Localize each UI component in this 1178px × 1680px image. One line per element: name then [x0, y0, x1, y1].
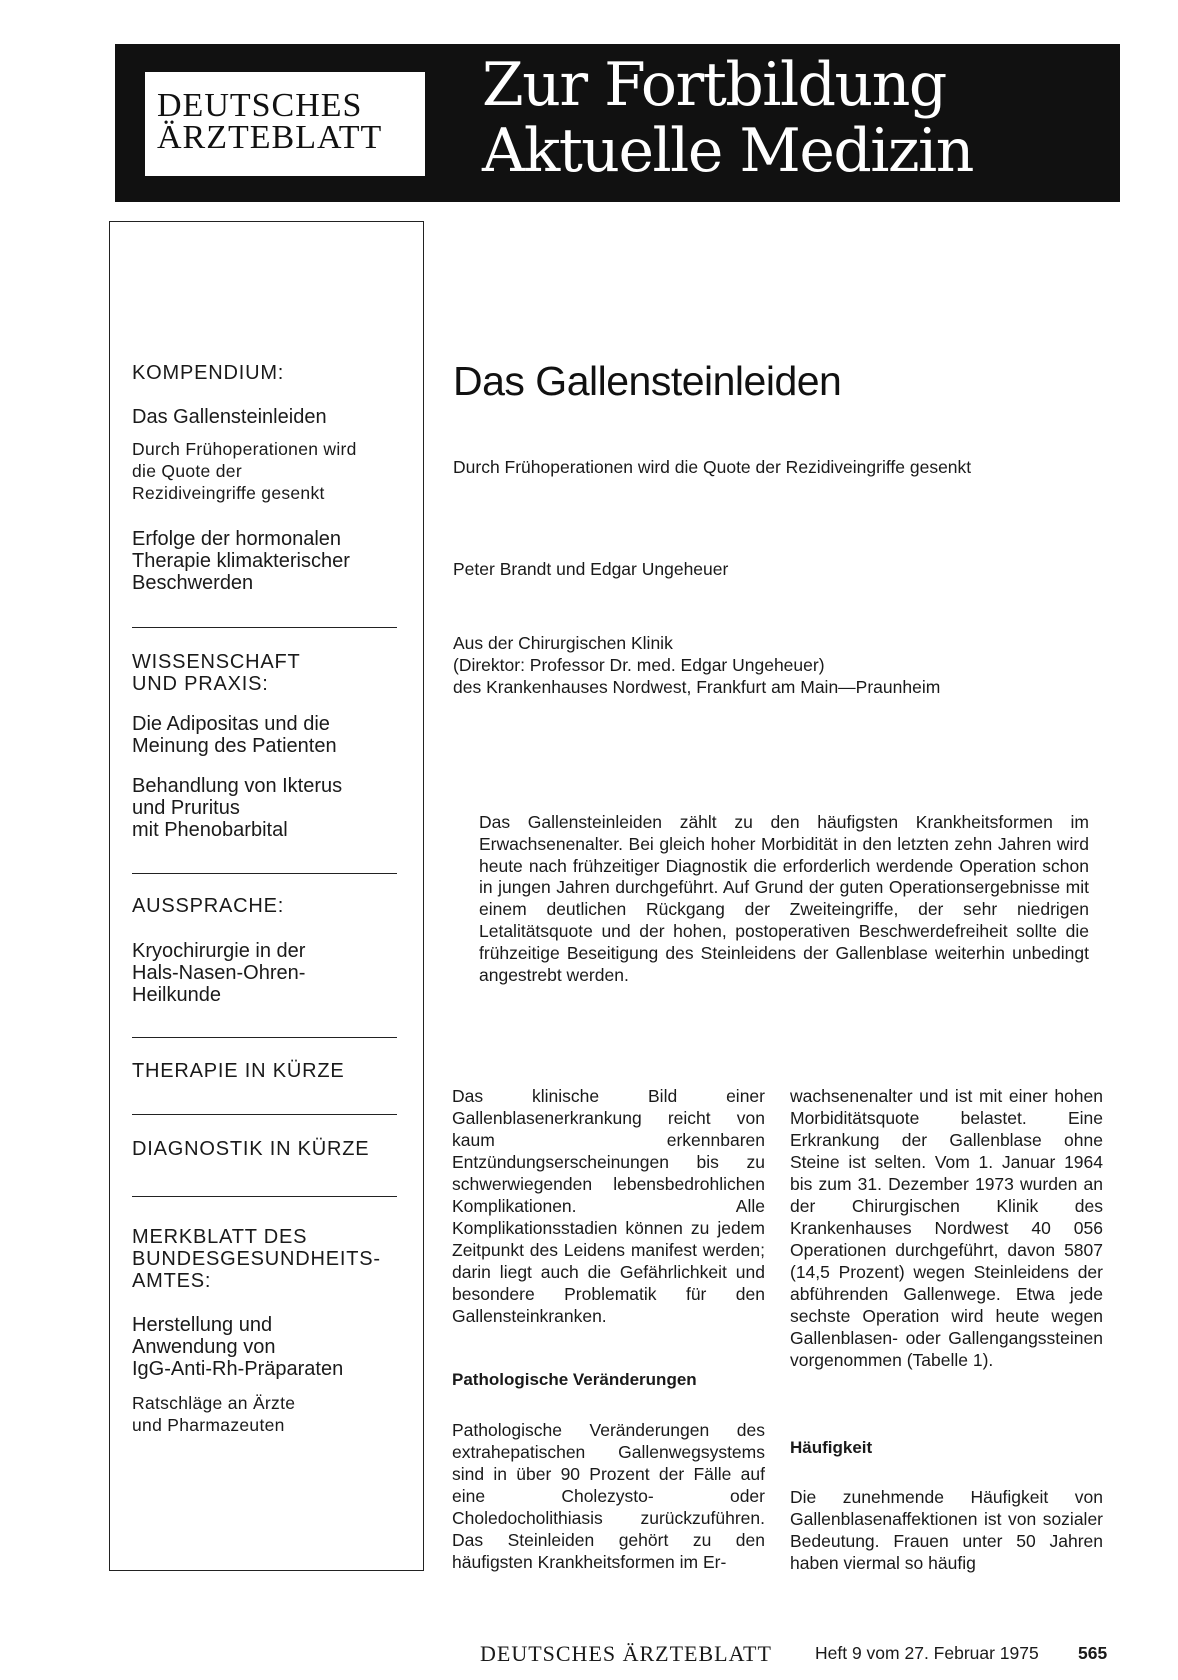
sidebar-divider — [132, 627, 397, 628]
sidebar-item-line: Beschwerden — [132, 572, 254, 594]
sidebar-heading-therapie: THERAPIE IN KÜRZE — [132, 1060, 345, 1082]
sidebar-heading-kompendium: KOMPENDIUM: — [132, 362, 285, 384]
body-paragraph: Das klinische Bild einer Gallenblasenerkrankung reicht von kaum erkennbaren Entzündungserscheinungen bis zu schwerwiegenden lebensbedrohlichen Komplikationen. Alle Komplikationsstadien können zu jedem Zeitpunkt des Leidens manifest werden; darin liegt auch die Gefährlichkeit und besondere Problematik für den Gallensteinkranken. — [452, 1086, 765, 1326]
sidebar-heading-diagnostik: DIAGNOSTIK IN KÜRZE — [132, 1138, 370, 1160]
sidebar-item-line: und Pharmazeuten — [132, 1415, 285, 1435]
sidebar-item-sub-line: Rezidiveingriffe gesenkt — [132, 483, 325, 503]
footer-issue: Heft 9 vom 27. Februar 1975 — [815, 1643, 1039, 1663]
sidebar-item-line: Meinung des Patienten — [132, 735, 337, 757]
sidebar-item-line: Hals-Nasen-Ohren- — [132, 962, 306, 984]
sidebar-divider — [132, 873, 397, 874]
sidebar-divider — [132, 1037, 397, 1038]
sidebar-item-line: Heilkunde — [132, 984, 221, 1006]
section-title-line1: Zur Fortbildung — [482, 50, 946, 120]
sidebar-item-line: Herstellung und — [132, 1314, 273, 1336]
article-title: Das Gallensteinleiden — [453, 358, 842, 404]
article-abstract: Das Gallensteinleiden zählt zu den häufigsten Krankheitsformen im Erwachsenenalter. Bei gleich hoher Morbidität in den letzten zehn Jahren wird heute nach frühzeitiger Diagnostik die erforderlich werdende Operation schon in jungen Jahren durchgeführt. Auf Grund der guten Operationsergebnisse mit einem deutlichen Rückgang der Zweiteingriffe, der sehr niedrigen Letalitätsquote und der hohen, postoperativen Beschwerdefreiheit sollte die frühzeitige Beseitigung des Steinleidens der Gallenblase weiterhin unbedingt angestrebt werden. — [479, 812, 1089, 985]
sidebar-item-gallensteinleiden: Das Gallensteinleiden — [132, 406, 327, 428]
logo-line1: DEUTSCHES — [157, 87, 363, 124]
sidebar-heading-line: WISSENSCHAFT — [132, 651, 301, 673]
sidebar-item-line: Erfolge der hormonalen — [132, 528, 342, 550]
affiliation-line: (Direktor: Professor Dr. med. Edgar Ungeheuer) — [453, 655, 825, 675]
sidebar-item-line: mit Phenobarbital — [132, 819, 288, 841]
section-title-line2: Aktuelle Medizin — [482, 116, 973, 186]
body-paragraph: Die zunehmende Häufigkeit von Gallenblasenaffektionen ist von sozialer Bedeutung. Frauen unter 50 Jahren haben viermal so häufig — [790, 1487, 1103, 1573]
sidebar-item-line: Behandlung von Ikterus — [132, 775, 343, 797]
sidebar-item-sub-line: die Quote der — [132, 461, 242, 481]
sidebar-heading-aussprache: AUSSPRACHE: — [132, 895, 285, 917]
sidebar-item-line: Anwendung von — [132, 1336, 276, 1358]
sidebar-item-line: Kryochirurgie in der — [132, 940, 306, 962]
body-paragraph: Pathologische Veränderungen des extrahepatischen Gallenwegsystems sind in über 90 Prozent der Fälle auf eine Cholezysto- oder Choledocholithiasis zurückzuführen. Das Steinleiden gehört zu den häufigsten Krankheitsformen im Er- — [452, 1420, 765, 1572]
logo-line2: ÄRZTEBLATT — [157, 119, 383, 156]
affiliation-line: des Krankenhauses Nordwest, Frankfurt am Main—Praunheim — [453, 677, 941, 697]
sidebar-item-line: IgG-Anti-Rh-Präparaten — [132, 1358, 344, 1380]
section-heading: Pathologische Veränderungen — [452, 1370, 697, 1389]
sidebar-divider — [132, 1196, 397, 1197]
sidebar-heading-line: BUNDESGESUNDHEITS- — [132, 1248, 381, 1270]
sidebar-heading-line: AMTES: — [132, 1270, 212, 1292]
footer-journal-name: DEUTSCHES ÄRZTEBLATT — [480, 1641, 772, 1666]
section-heading: Häufigkeit — [790, 1438, 873, 1457]
sidebar-item-line: und Pruritus — [132, 797, 240, 819]
body-paragraph: wachsenenalter und ist mit einer hohen Morbiditätsquote belastet. Eine Erkrankung der Gallenblase ohne Steine ist selten. Vom 1. Januar 1964 bis zum 31. Dezember 1973 wurden an der Chirurgischen Klinik des Krankenhauses Nordwest 40 056 Operationen durchgeführt, davon 5807 (14,5 Prozent) wegen Steinleidens der abführenden Gallenwege. Etwa jede sechste Operation wird heute wegen Gallenblasen- oder Gallengangssteinen vorgenommen (Tabelle 1). — [790, 1086, 1103, 1370]
sidebar-item-sub-line: Durch Frühoperationen wird — [132, 439, 357, 459]
section-title — [482, 52, 1102, 184]
article-subtitle: Durch Frühoperationen wird die Quote der Rezidiveingriffe gesenkt — [453, 457, 972, 477]
sidebar-item-line: Die Adipositas und die — [132, 713, 330, 735]
journal-logo — [145, 72, 425, 176]
article-authors: Peter Brandt und Edgar Ungeheuer — [453, 559, 729, 579]
sidebar-heading-line: MERKBLATT DES — [132, 1226, 308, 1248]
affiliation-line: Aus der Chirurgischen Klinik — [453, 633, 673, 653]
sidebar-item-line: Therapie klimakterischer — [132, 550, 350, 572]
sidebar-item-line: Ratschläge an Ärzte — [132, 1393, 296, 1413]
sidebar-heading-line: UND PRAXIS: — [132, 673, 269, 695]
footer-page-number: 565 — [1078, 1643, 1108, 1663]
sidebar-divider — [132, 1114, 397, 1115]
